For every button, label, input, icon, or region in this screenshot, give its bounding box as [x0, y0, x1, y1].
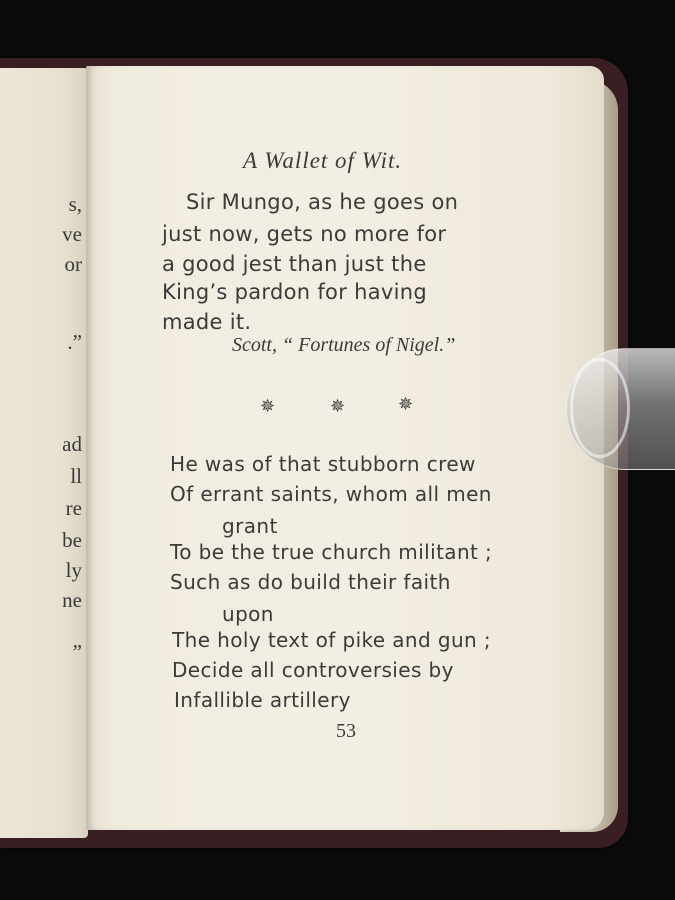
separator-asterisk: ✵ — [260, 396, 276, 417]
left-page-fragment: re — [65, 496, 82, 520]
left-page-fragment: ly — [65, 558, 82, 582]
left-page-fragment: or — [64, 252, 82, 276]
verse-line: Such as do build their faith — [170, 570, 451, 594]
prose-line: Sir Mungo, as he goes on — [186, 190, 459, 214]
attribution: Scott, “ Fortunes of Nigel.” — [232, 334, 456, 356]
separator-asterisk: ✵ — [330, 396, 346, 417]
prose-line: King’s pardon for having — [162, 280, 427, 304]
verse-line: The holy text of pike and gun ; — [172, 628, 491, 652]
verse-line: To be the true church militant ; — [170, 540, 493, 564]
verse-line: Of errant saints, whom all men — [170, 482, 492, 506]
right-page — [86, 66, 604, 830]
page-number: 53 — [336, 720, 356, 742]
left-page-fragment: s, — [68, 192, 82, 216]
verse-line: Decide all controversies by — [172, 658, 454, 682]
left-page-fragment: ” — [72, 640, 82, 664]
running-title: A Wallet of Wit. — [243, 148, 403, 173]
clip-ring — [570, 358, 630, 458]
left-page — [0, 68, 88, 838]
prose-line: a good jest than just the — [162, 252, 427, 276]
verse-line: He was of that stubborn crew — [170, 452, 476, 476]
left-page-fragment: ve — [62, 222, 82, 246]
verse-line: upon — [222, 602, 274, 626]
left-page-fragment: ll — [70, 464, 82, 488]
verse-line: grant — [222, 514, 278, 538]
prose-line: just now, gets no more for — [162, 222, 447, 246]
left-page-fragment: be — [62, 528, 82, 552]
prose-line: made it. — [162, 310, 252, 334]
left-page-fragment: ne — [62, 588, 82, 612]
separator-asterisk: ✵ — [398, 394, 414, 415]
verse-line: Infallible artillery — [174, 688, 351, 712]
left-page-fragment: .” — [67, 330, 82, 354]
left-page-fragment: ad — [62, 432, 82, 456]
